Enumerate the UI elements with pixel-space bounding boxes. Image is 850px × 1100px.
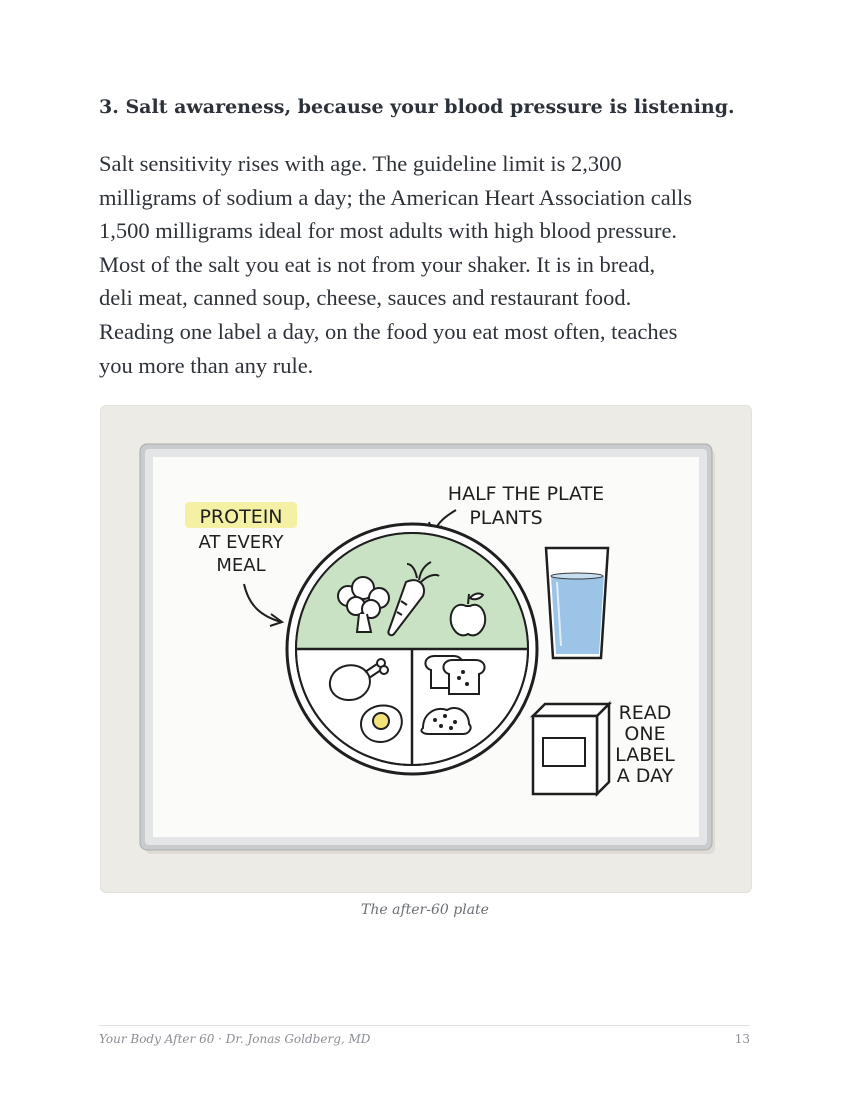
figure-caption: The after-60 plate: [361, 902, 489, 918]
egg-icon: [361, 706, 402, 743]
label-note-line-4: A DAY: [616, 765, 674, 787]
paragraph-line: Reading one label a day, on the food you eat most often, teaches: [99, 318, 678, 344]
paragraph-line: deli meat, canned soup, cheese, sauces and restaurant food.: [99, 285, 632, 311]
footer-book-title: Your Body After 60 · Dr. Jonas Goldberg, MD: [99, 1032, 371, 1046]
paragraph-line: 1,500 milligrams ideal for most adults with high blood pressure.: [99, 218, 678, 244]
plants-label-line-2: PLANTS: [469, 507, 543, 529]
whiteboard-figure: [100, 405, 752, 893]
plate-icon: [287, 524, 537, 774]
paragraph-line: Most of the salt you eat is not from your shaker. It is in bread,: [99, 251, 656, 277]
protein-sub-line-1: AT EVERY: [198, 532, 284, 553]
protein-label: PROTEIN: [199, 506, 283, 528]
protein-sub-line-2: MEAL: [216, 555, 266, 576]
body-paragraph: [99, 147, 759, 382]
bread-icon: [425, 656, 484, 694]
paragraph-line: Salt sensitivity rises with age. The guideline limit is 2,300: [99, 151, 622, 176]
footer-divider: [99, 1025, 750, 1026]
label-note-line-1: READ: [618, 702, 672, 724]
plants-label-line-1: HALF THE PLATE: [447, 483, 605, 505]
water-glass-icon: [546, 548, 608, 658]
food-package-icon: [533, 704, 609, 794]
label-note-line-3: LABEL: [615, 744, 675, 766]
whiteboard-illustration: [101, 406, 751, 892]
paragraph-line: you more than any rule.: [99, 352, 314, 378]
label-note-line-2: ONE: [624, 723, 666, 745]
paragraph-line: milligrams of sodium a day; the American Heart Association calls: [99, 184, 692, 210]
section-heading: 3. Salt awareness, because your blood pressure is listening.: [99, 96, 735, 118]
page-number: 13: [734, 1032, 750, 1046]
